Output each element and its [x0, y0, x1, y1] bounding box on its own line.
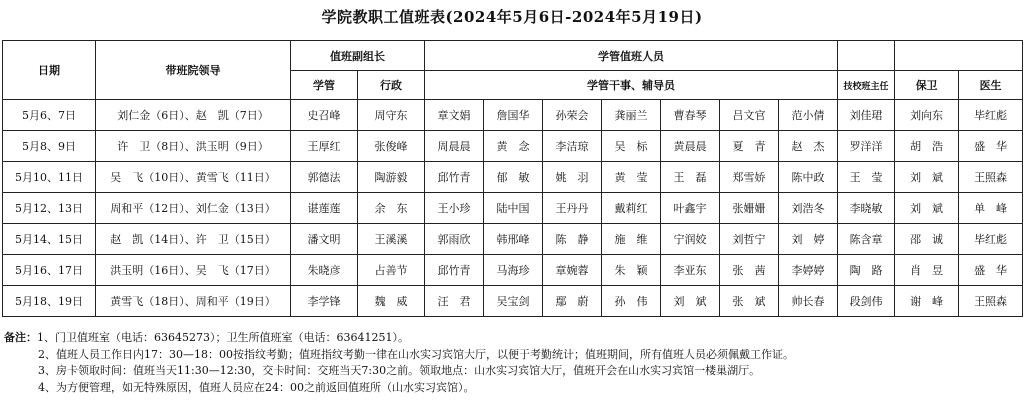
staff-cell: 王丹丹 — [543, 193, 602, 224]
leader-cell: 周和平（12日）、刘仁金（13日） — [96, 193, 291, 224]
staff-cell: 夏 青 — [720, 131, 779, 162]
table-row — [3, 162, 1023, 193]
header-security: 保卫 — [895, 71, 959, 100]
staff-cell: 张姗姗 — [720, 193, 779, 224]
staff-cell: 朱 颖 — [602, 255, 661, 286]
deputy-xueguan-cell: 谌莲莲 — [291, 193, 358, 224]
security-cell: 肖 昱 — [895, 255, 959, 286]
staff-cell: 章婉蓉 — [543, 255, 602, 286]
deputy-xueguan-cell: 朱晓彦 — [291, 255, 358, 286]
staff-cell: 汪 君 — [425, 286, 484, 317]
staff-cell: 龚丽兰 — [602, 100, 661, 131]
header-deputy: 值班副组长 — [291, 41, 425, 71]
deputy-xueguan-cell: 王厚红 — [291, 131, 358, 162]
note-item: 1、门卫值班室（电话：63645273）；卫生所值班室（电话：63641251）。 — [37, 331, 409, 344]
staff-cell: 詹国华 — [484, 100, 543, 131]
staff-cell: 鄢 蔚 — [543, 286, 602, 317]
notes-section — [4, 330, 1020, 396]
doctor-cell: 王照森 — [959, 286, 1023, 317]
deputy-xueguan-cell: 李学锋 — [291, 286, 358, 317]
date-cell: 5月8、9日 — [3, 131, 96, 162]
staff-cell: 黄 念 — [484, 131, 543, 162]
deputy-xueguan-cell: 潘文明 — [291, 224, 358, 255]
staff-cell: 邱竹青 — [425, 255, 484, 286]
head-teacher-cell: 刘佳珺 — [838, 100, 895, 131]
security-cell: 刘向东 — [895, 100, 959, 131]
header-deputy-xueguan: 学管 — [291, 71, 358, 100]
note-line-1 — [4, 330, 1020, 347]
table-row — [3, 224, 1023, 255]
staff-cell: 吕文官 — [720, 100, 779, 131]
staff-cell: 李亚东 — [661, 255, 720, 286]
staff-cell: 刘 斌 — [661, 286, 720, 317]
doctor-cell: 单 峰 — [959, 193, 1023, 224]
staff-cell: 郁 敏 — [484, 162, 543, 193]
staff-cell: 韩邢峰 — [484, 224, 543, 255]
staff-cell: 李洁琼 — [543, 131, 602, 162]
staff-cell: 黄晨晨 — [661, 131, 720, 162]
date-cell: 5月10、11日 — [3, 162, 96, 193]
staff-cell: 姚 羽 — [543, 162, 602, 193]
staff-cell: 张 茜 — [720, 255, 779, 286]
staff-cell: 刘哲宁 — [720, 224, 779, 255]
leader-cell: 吴 飞（10日）、黄雪飞（11日） — [96, 162, 291, 193]
head-teacher-cell: 段剑伟 — [838, 286, 895, 317]
header-head-teacher: 技校班主任 — [838, 71, 895, 100]
staff-cell: 张 斌 — [720, 286, 779, 317]
staff-cell: 马海珍 — [484, 255, 543, 286]
header-student-staff: 学管值班人员 — [425, 41, 838, 71]
leader-cell: 刘仁金（6日）、赵 凯（7日） — [96, 100, 291, 131]
table-row — [3, 100, 1023, 131]
staff-cell: 陆中国 — [484, 193, 543, 224]
staff-cell: 叶鑫宇 — [661, 193, 720, 224]
header-date: 日期 — [3, 41, 96, 100]
table-body — [3, 100, 1023, 317]
staff-cell: 吴 标 — [602, 131, 661, 162]
table-row — [3, 131, 1023, 162]
staff-cell: 王 磊 — [661, 162, 720, 193]
staff-cell: 帅长春 — [779, 286, 838, 317]
deputy-xingzheng-cell: 周守东 — [358, 100, 425, 131]
table-row — [3, 255, 1023, 286]
staff-cell: 陈 静 — [543, 224, 602, 255]
date-cell: 5月14、15日 — [3, 224, 96, 255]
head-teacher-cell: 陶 路 — [838, 255, 895, 286]
note-line-2: 2、值班人员工作日内17：30—18：00按指纹考勤；值班指纹考勤一律在山水实习宾馆大厅，以便于考勤统计；值班期间，所有值班人员必须佩戴工作证。 — [38, 347, 794, 361]
security-cell: 邵 诚 — [895, 224, 959, 255]
header-student-staff-sub: 学管干事、辅导员 — [425, 71, 838, 100]
staff-cell: 郑雪娇 — [720, 162, 779, 193]
security-cell: 刘 斌 — [895, 162, 959, 193]
header-deputy-xingzheng: 行政 — [358, 71, 425, 100]
doctor-cell: 盛 华 — [959, 131, 1023, 162]
head-teacher-cell: 王 莹 — [838, 162, 895, 193]
leader-cell: 洪玉明（16日）、吴 飞（17日） — [96, 255, 291, 286]
leader-cell: 黄雪飞（18日）、周和平（19日） — [96, 286, 291, 317]
head-teacher-cell: 陈含章 — [838, 224, 895, 255]
security-cell: 刘 斌 — [895, 193, 959, 224]
staff-cell: 刘 婷 — [779, 224, 838, 255]
staff-cell: 曹春琴 — [661, 100, 720, 131]
note-line-4: 4、为方便管理，如无特殊原因，值班人员应在24：00之前返回值班所（山水实习宾馆）。 — [38, 380, 475, 394]
security-cell: 谢 峰 — [895, 286, 959, 317]
deputy-xingzheng-cell: 陶游毅 — [358, 162, 425, 193]
deputy-xueguan-cell: 史召峰 — [291, 100, 358, 131]
staff-cell: 刘浩冬 — [779, 193, 838, 224]
deputy-xueguan-cell: 郭德法 — [291, 162, 358, 193]
table-row — [3, 286, 1023, 317]
staff-cell: 孙荣会 — [543, 100, 602, 131]
deputy-xingzheng-cell: 张俊峰 — [358, 131, 425, 162]
doctor-cell: 毕红彪 — [959, 224, 1023, 255]
date-cell: 5月12、13日 — [3, 193, 96, 224]
doctor-cell: 盛 华 — [959, 255, 1023, 286]
doctor-cell: 毕红彪 — [959, 100, 1023, 131]
staff-cell: 施 维 — [602, 224, 661, 255]
staff-cell: 吴宝剑 — [484, 286, 543, 317]
date-cell: 5月18、19日 — [3, 286, 96, 317]
deputy-xingzheng-cell: 占善节 — [358, 255, 425, 286]
header-blank-1 — [838, 41, 895, 71]
notes-label: 备注： — [4, 331, 37, 344]
date-cell: 5月16、17日 — [3, 255, 96, 286]
table-row — [3, 193, 1023, 224]
page-title: 学院教职工值班表(2024年5月6日-2024年5月19日) — [321, 8, 703, 26]
head-teacher-cell: 李晓敏 — [838, 193, 895, 224]
leader-cell: 许 卫（8日）、洪玉明（9日） — [96, 131, 291, 162]
staff-cell: 范小倩 — [779, 100, 838, 131]
staff-cell: 戴莉红 — [602, 193, 661, 224]
staff-cell: 周晨晨 — [425, 131, 484, 162]
staff-cell: 陈中政 — [779, 162, 838, 193]
staff-cell: 宁润姣 — [661, 224, 720, 255]
head-teacher-cell: 罗洋洋 — [838, 131, 895, 162]
security-cell: 胡 浩 — [895, 131, 959, 162]
leader-cell: 赵 凯（14日）、许 卫（15日） — [96, 224, 291, 255]
note-line-3: 3、房卡领取时间：值班当天11:30—12:30，交卡时间：交班当天7:30之前。领取地点：山水实习宾馆大厅，值班开会在山水实习宾馆一楼巢湖厅。 — [38, 364, 761, 377]
deputy-xingzheng-cell: 余 东 — [358, 193, 425, 224]
doctor-cell: 王照森 — [959, 162, 1023, 193]
staff-cell: 李婷婷 — [779, 255, 838, 286]
deputy-xingzheng-cell: 王溪溪 — [358, 224, 425, 255]
date-cell: 5月6、7日 — [3, 100, 96, 131]
staff-cell: 章文娟 — [425, 100, 484, 131]
duty-table — [2, 40, 1023, 317]
staff-cell: 孙 伟 — [602, 286, 661, 317]
staff-cell: 黄 莹 — [602, 162, 661, 193]
header-blank-2 — [895, 41, 1023, 71]
staff-cell: 郭雨欣 — [425, 224, 484, 255]
staff-cell: 赵 杰 — [779, 131, 838, 162]
header-leader: 带班院领导 — [96, 41, 291, 100]
deputy-xingzheng-cell: 魏 威 — [358, 286, 425, 317]
header-doctor: 医生 — [959, 71, 1023, 100]
staff-cell: 王小珍 — [425, 193, 484, 224]
staff-cell: 邱竹青 — [425, 162, 484, 193]
